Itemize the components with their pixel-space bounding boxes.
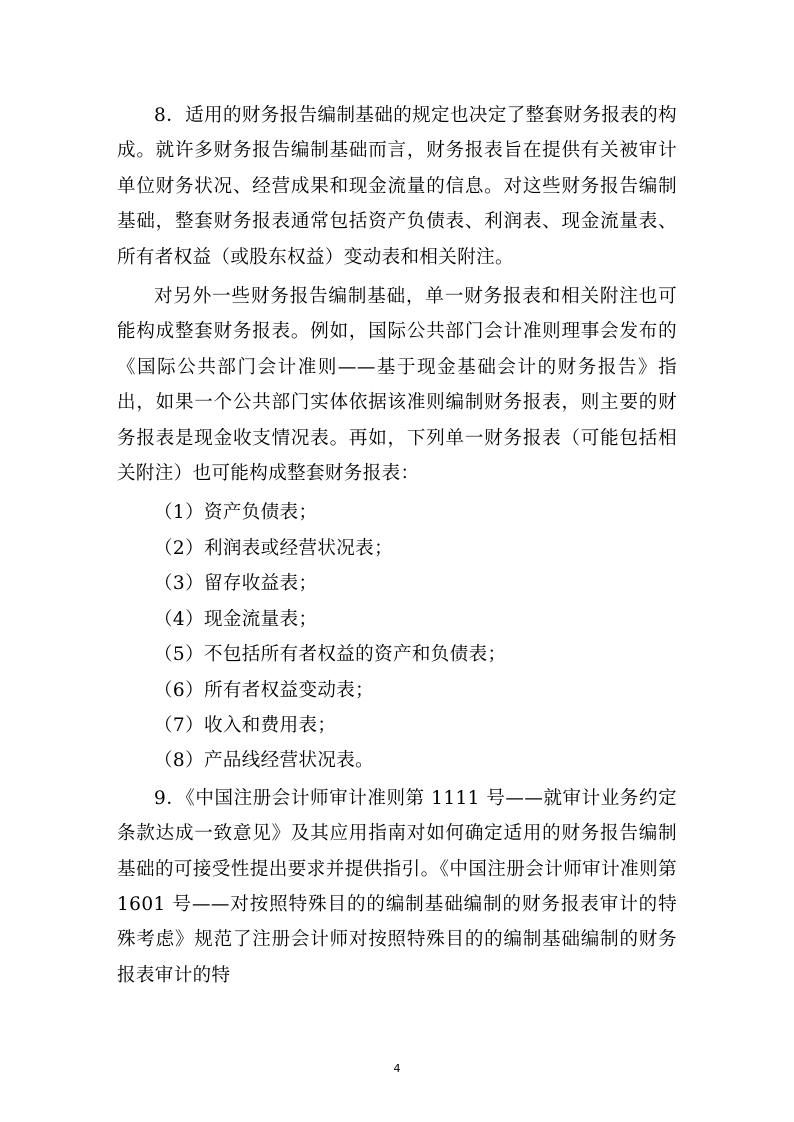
- list-item: （3）留存收益表；: [154, 573, 318, 595]
- list-item: （4）现金流量表；: [154, 608, 318, 630]
- list-item: （2）利润表或经营状况表；: [154, 537, 393, 559]
- paragraph-8: 8．适用的财务报告编制基础的规定也决定了整套财务报表的构成。就许多财务报告编制基础而言，财务报表旨在提供有关被审计单位财务状况、经营成果和现金流量的信息。对这些财务报告编制基础，整套财务报表通常包括资产负债表、利润表、现金流量表、所有者权益（或股东权益）变动表和相关附注。: [117, 105, 677, 268]
- list-item: （6）所有者权益变动表；: [154, 679, 375, 701]
- list-item: （5）不包括所有者权益的资产和负债表；: [154, 644, 507, 666]
- list-item: （7）收入和费用表；: [154, 714, 337, 736]
- list-item: （8）产品线经营状况表。: [154, 750, 375, 772]
- statement-list: [117, 495, 677, 778]
- page-number: 4: [393, 1062, 401, 1075]
- paragraph-8-continued: 对另外一些财务报告编制基础，单一财务报表和相关附注也可能构成整套财务报表。例如，国际公共部门会计准则理事会发布的《国际公共部门会计准则——基于现金基础会计的财务报告》指出，如果一个公共部门实体依据该准则编制财务报表，则主要的财务报表是现金收支情况表。再如，下列单一财务报表（可能包括相关附注）也可能构成整套财务报表：: [117, 286, 677, 485]
- paragraph-9: 9．《中国注册会计师审计准则第 1111 号——就审计业务约定条款达成一致意见》及其应用指南对如何确定适用的财务报告编制基础的可接受性提出要求并提供指引。《中国注册会计师审计准则第 1601 号——对按照特殊目的的编制基础编制的财务报表审计的特殊考虑》规范了注册会计师对按照特殊目的的编制基础编制的财务报表审计的特: [117, 787, 677, 986]
- document-body: [117, 98, 677, 997]
- list-item: （1）资产负债表；: [154, 502, 318, 524]
